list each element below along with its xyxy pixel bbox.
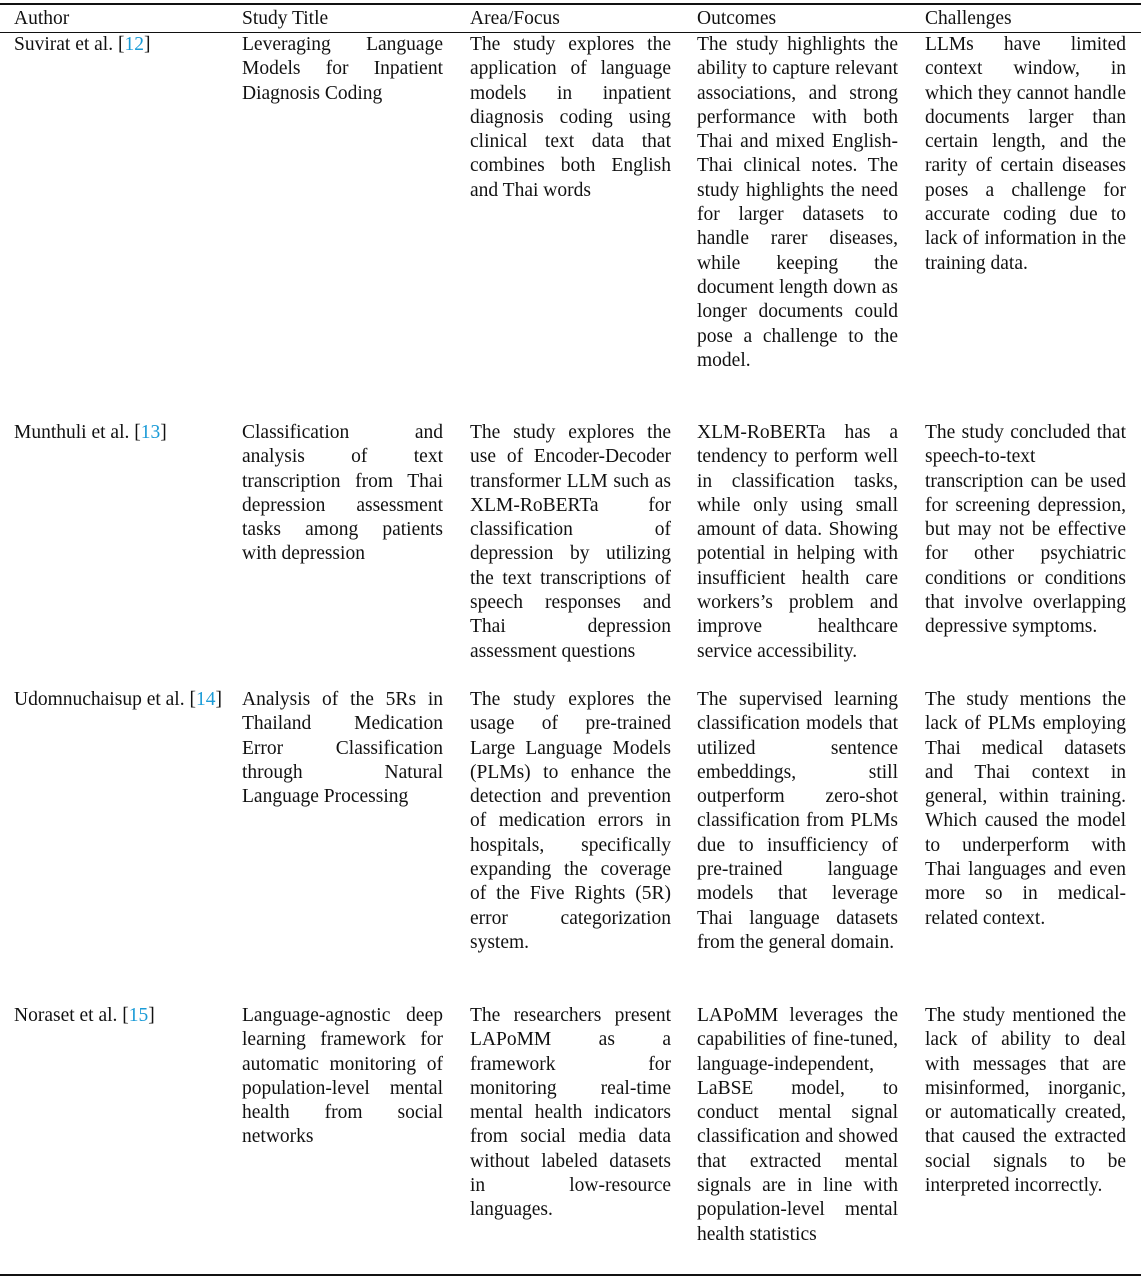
area-focus-cell: The study explores the usage of pre-trained Large Language Models (PLMs) to enhance the detection and prevention of medication errors in hospitals, specifically expanding the coverage of the Five Rights (5R) error categorization system. (470, 689, 671, 953)
author-name: Suvirat et al. (14, 34, 114, 55)
header-area-focus: Area/Focus (470, 8, 560, 29)
outcomes-cell: XLM-RoBERTa has a tendency to perform well in classification tasks, while only using small amount of data. Showing potential in helping with insufficient health care workers’s problem and improve healthcare service accessibility. (697, 422, 898, 662)
author-cell: Suvirat et al. [12] (14, 34, 151, 55)
header-outcomes: Outcomes (697, 8, 777, 29)
citation-link[interactable]: 15 (128, 1005, 149, 1026)
table-bottom-rule (0, 1274, 1141, 1276)
author-name: Munthuli et al. (14, 422, 130, 443)
outcomes-cell: The study highlights the ability to capture relevant associations, and strong performance with both Thai and mixed English-Thai clinical notes. The study highlights the need for larger datasets to handle rarer diseases, while keeping the document length down as longer documents could pose a challenge to the model. (697, 34, 898, 371)
outcomes-cell: LAPoMM leverages the capabilities of fine-tuned, language-independent, LaBSE model, to conduct mental signal classification and showed that extracted mental signals are in line with population-level mental health statistics (697, 1005, 898, 1245)
area-focus-cell: The study explores the application of language models in inpatient diagnosis coding using clinical text data that combines both English and Thai words (470, 34, 671, 201)
header-study-title: Study Title (242, 8, 329, 29)
author-name: Udomnuchaisup et al. (14, 689, 185, 710)
citation-link[interactable]: 14 (195, 689, 216, 710)
citation-link[interactable]: 13 (140, 422, 161, 443)
table-header-row (0, 5, 1141, 32)
study-title-cell: Classification and analysis of text transcription from Thai depression assessment tasks among patients with depression (242, 422, 443, 565)
author-cell: Munthuli et al. [13] (14, 422, 167, 443)
challenges-cell: LLMs have limited context window, in which they cannot handle documents larger than certain length, and the rarity of certain diseases poses a challenge for accurate coding due to lack of information in the training data. (925, 34, 1126, 274)
study-title-cell: Analysis of the 5Rs in Thailand Medication Error Classification through Natural Language Processing (242, 689, 443, 808)
author-cell: Noraset et al. [15] (14, 1005, 155, 1026)
challenges-cell: The study mentioned the lack of ability to deal with messages that are misinformed, inorganic, or automatically created, that caused the extracted social signals to be interpreted incorrectly. (925, 1005, 1126, 1197)
author-name: Noraset et al. (14, 1005, 118, 1026)
area-focus-cell: The researchers present LAPoMM as a framework for monitoring real-time mental health indicators from social media data without labeled datasets in low-resource languages. (470, 1005, 671, 1221)
study-title-cell: Leveraging Language Models for Inpatient Diagnosis Coding (242, 34, 443, 104)
challenges-cell: The study concluded that speech-to-text transcription can be used for screening depression, but may not be effective for other psychiatric conditions or conditions that involve overlapping depressive symptoms. (925, 422, 1126, 638)
outcomes-cell: The supervised learning classification models that utilized sentence embeddings, still outperform zero-shot classification from PLMs due to insufficiency of pre-trained language models that leverage Thai language datasets from the general domain. (697, 689, 898, 953)
area-focus-cell: The study explores the use of Encoder-Decoder transformer LLM such as XLM-RoBERTa for classification of depression by utilizing the text transcriptions of speech responses and Thai depression assessment questions (470, 422, 671, 662)
challenges-cell: The study mentions the lack of PLMs employing Thai medical datasets and Thai context in general, within training. Which caused the model to underperform with Thai languages and even more so in medical-related context. (925, 689, 1126, 929)
citation-link[interactable]: 12 (124, 34, 144, 55)
author-cell: Udomnuchaisup et al. [14] (14, 689, 222, 710)
study-title-cell: Language-agnostic deep learning framework for automatic monitoring of population-level mental health from social networks (242, 1005, 443, 1148)
header-author: Author (14, 8, 70, 29)
header-challenges: Challenges (925, 8, 1012, 29)
